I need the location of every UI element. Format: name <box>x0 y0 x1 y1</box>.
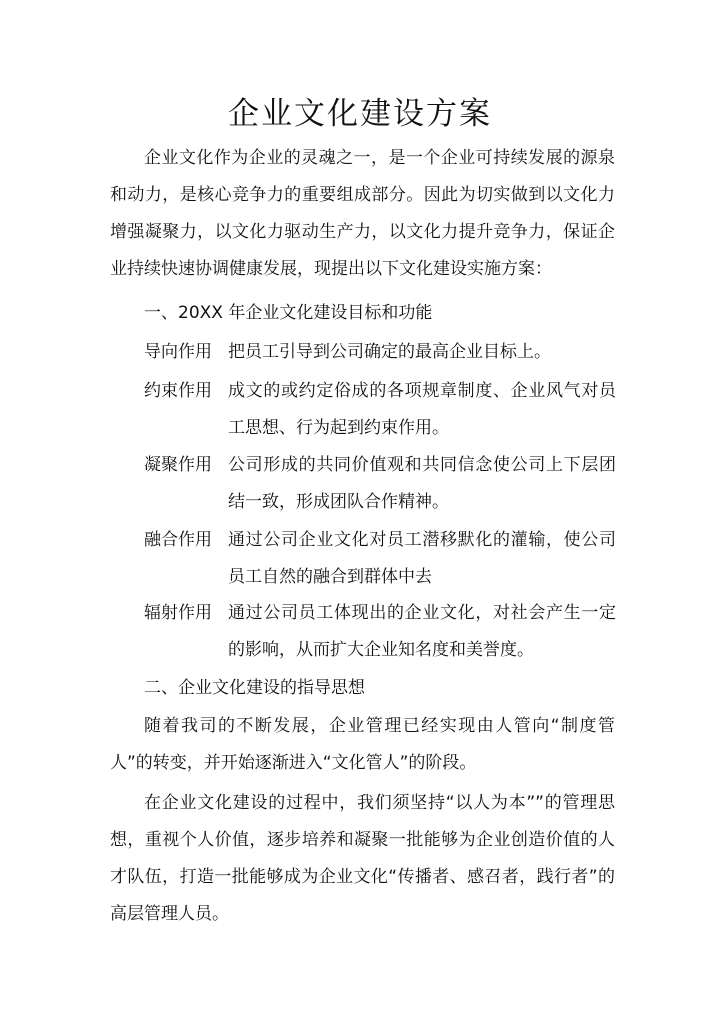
function-item <box>144 373 616 447</box>
function-item <box>144 595 616 669</box>
function-item <box>144 522 616 596</box>
section2-paragraph-1: 随着我司的不断发展，企业管理已经实现由人管向“制度管人”的转变，并开始逐渐进入“文化管人”的阶段。 <box>110 716 615 773</box>
document-title: 企业文化建设方案 <box>228 96 492 132</box>
function-desc: 成文的或约定俗成的各项规章制度、企业风气对员工思想、行为起到约束作用。 <box>228 381 616 438</box>
function-item <box>144 334 616 371</box>
section2-paragraph-2: 在企业文化建设的过程中，我们须坚持“以人为本””的管理思想，重视个人价值，逐步培养和凝聚一批能够为企业创造价值的人才队伍，打造一批能够成为企业文化“传播者、感召者，践行者”的高层管理人员。 <box>110 793 615 924</box>
function-desc: 把员工引导到公司确定的最高企业目标上。 <box>228 342 551 362</box>
function-term: 融合作用 <box>144 530 212 550</box>
function-term: 约束作用 <box>144 381 212 401</box>
function-term: 辐射作用 <box>144 603 212 623</box>
function-desc: 公司形成的共同价值观和共同信念使公司上下层团结一致，形成团队合作精神。 <box>228 455 616 512</box>
section2-heading: 二、企业文化建设的指导思想 <box>144 678 365 698</box>
section1-heading: 一、20XX 年企业文化建设目标和功能 <box>144 303 433 323</box>
function-desc: 通过公司企业文化对员工潜移默化的灌输，使公司员工自然的融合到群体中去 <box>228 530 616 587</box>
function-desc: 通过公司员工体现出的企业文化，对社会产生一定的影响，从而扩大企业知名度和美誉度。 <box>228 603 616 660</box>
function-item <box>144 447 616 521</box>
function-term: 凝聚作用 <box>144 455 212 475</box>
function-term: 导向作用 <box>144 342 212 362</box>
intro-paragraph: 企业文化作为企业的灵魂之一，是一个企业可持续发展的源泉和动力，是核心竞争力的重要组成部分。因此为切实做到以文化力增强凝聚力，以文化力驱动生产力，以文化力提升竞争力，保证企业持续快速协调健康发展，现提出以下文化建设实施方案： <box>110 148 615 279</box>
